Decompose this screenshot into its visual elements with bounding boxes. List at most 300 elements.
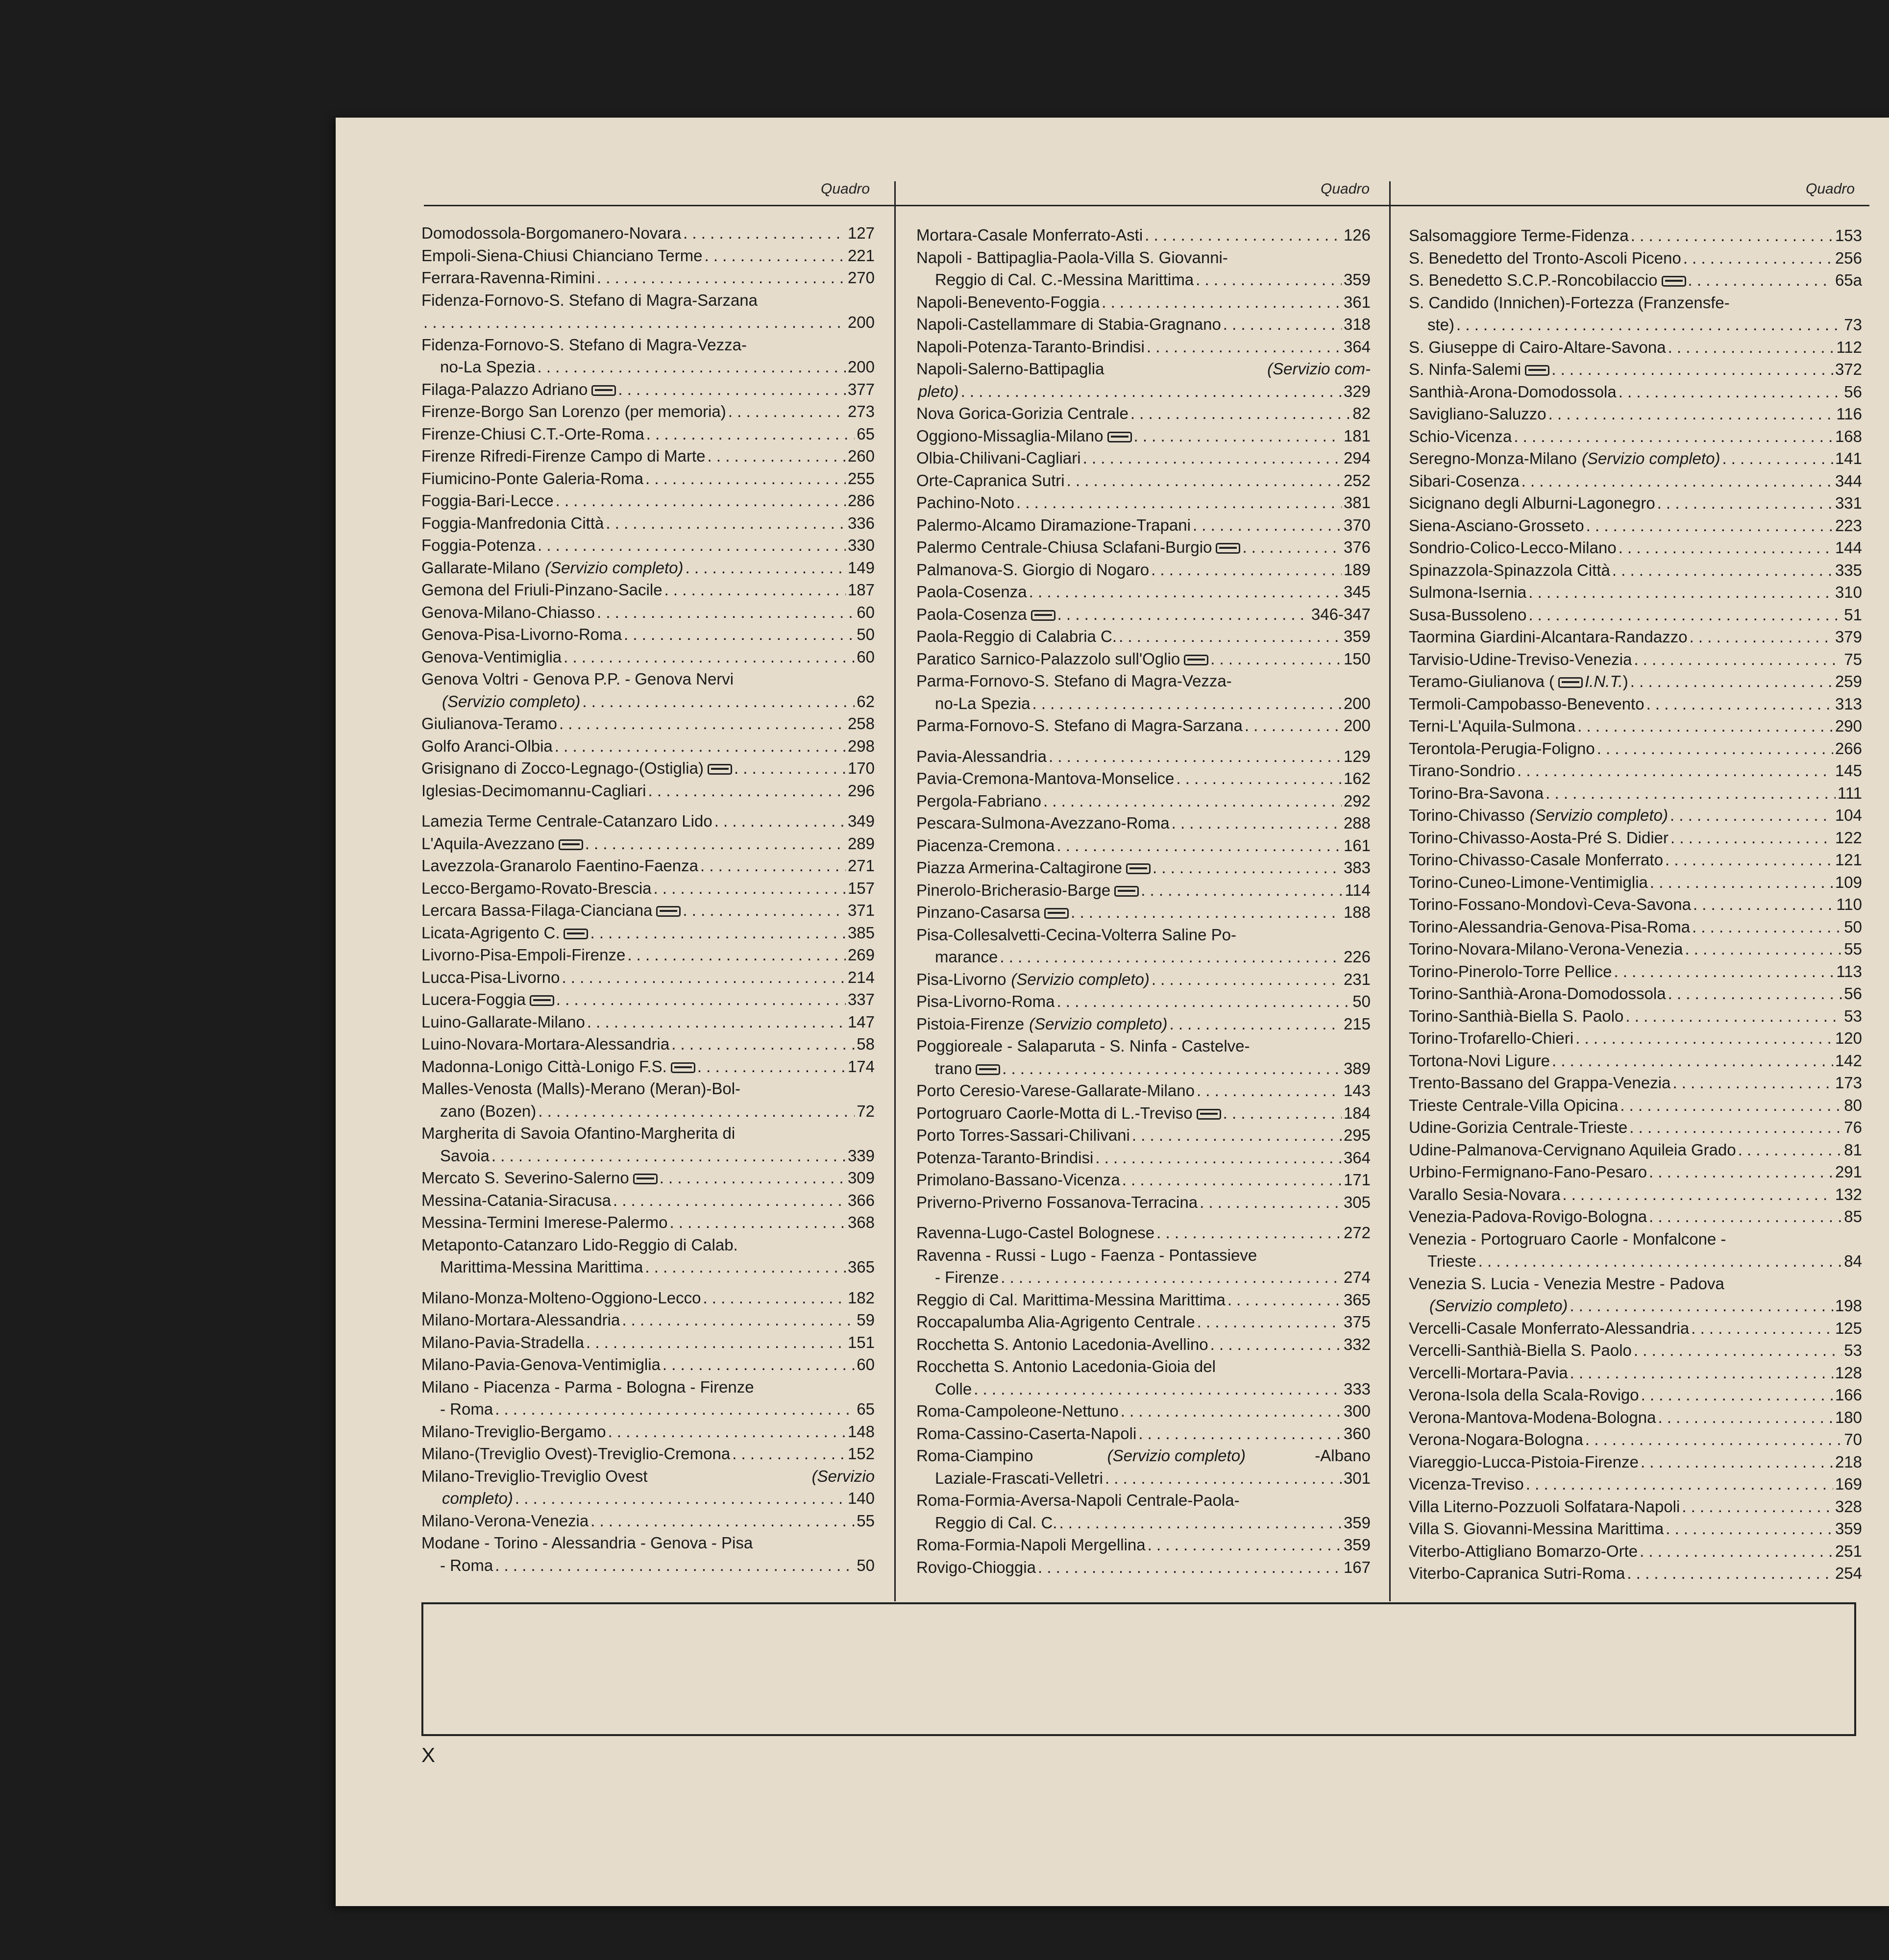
quadro-number: 150 — [1343, 649, 1371, 668]
leader-dots — [618, 378, 846, 401]
route-text: Vicenza-Treviso — [1409, 1475, 1524, 1493]
index-entry — [1409, 1406, 1862, 1429]
route-text: - Roma — [440, 1556, 493, 1574]
service-note: (Servizio — [811, 1467, 875, 1485]
route-text: Pisa-Livorno — [916, 970, 1006, 988]
route-name — [1409, 670, 1628, 693]
quadro-number: 198 — [1835, 1297, 1862, 1315]
route-name — [935, 1378, 972, 1400]
index-entry — [1409, 470, 1862, 492]
route-name — [1409, 782, 1544, 805]
quadro-number: 364 — [1343, 337, 1371, 356]
quadro-number: 171 — [1343, 1171, 1371, 1189]
route-text: Torino-Chivasso-Casale Monferrato — [1409, 851, 1664, 869]
route-name — [916, 581, 1027, 603]
quadro-number: 359 — [1835, 1519, 1862, 1538]
route-text: Vercelli-Santhià-Biella S. Paolo — [1409, 1341, 1632, 1359]
route-text: marance — [935, 948, 998, 966]
index-entry — [421, 534, 875, 557]
route-tail: -Albano — [1315, 1446, 1371, 1465]
route-name — [421, 623, 622, 646]
route-text: Lavezzola-Granarolo Faentino-Faenza — [421, 857, 698, 875]
route-text: Metaponto-Catanzaro Lido-Reggio di Calab. — [421, 1235, 738, 1254]
leader-dots — [624, 623, 855, 646]
index-entry — [916, 1445, 1371, 1467]
index-entry — [421, 668, 875, 690]
route-name — [916, 1534, 1146, 1556]
route-name — [916, 1102, 1221, 1125]
index-entry — [916, 358, 1371, 380]
quadro-number: 361 — [1343, 293, 1371, 311]
service-note: pleto) — [918, 382, 959, 400]
route-text: Venezia S. Lucia - Venezia Mestre - Padova — [1409, 1274, 1724, 1293]
index-entry — [421, 966, 875, 989]
quadro-number: 376 — [1343, 538, 1371, 556]
index-entry — [421, 1189, 875, 1212]
index-entry — [916, 714, 1371, 737]
leader-dots — [1597, 737, 1833, 760]
index-entry — [916, 336, 1371, 358]
quadro-number: 82 — [1352, 404, 1371, 422]
quadro-number: 129 — [1343, 747, 1371, 765]
route-text: Roma-Ciampino — [916, 1446, 1033, 1465]
quadro-number: 252 — [1343, 471, 1371, 490]
route-text: Seregno-Monza-Milano — [1409, 449, 1577, 467]
leader-dots — [1570, 1295, 1833, 1317]
route-name — [916, 1191, 1198, 1214]
bus-icon — [564, 929, 588, 939]
quadro-number: 75 — [1844, 650, 1862, 668]
route-name — [935, 1266, 999, 1289]
quadro-number: 333 — [1343, 1379, 1371, 1398]
route-name — [1427, 314, 1454, 336]
index-entry — [916, 1035, 1371, 1057]
route-text: Torino-Alessandria-Genova-Pisa-Roma — [1409, 917, 1691, 936]
quadro-number: 300 — [1343, 1402, 1371, 1420]
route-name — [916, 514, 1191, 537]
quadro-number: 330 — [847, 536, 875, 554]
route-text: Mortara-Casale Monferrato-Asti — [916, 226, 1143, 244]
route-name — [1409, 470, 1520, 492]
index-entry — [916, 625, 1371, 648]
index-entry — [916, 1534, 1371, 1556]
leader-dots — [1640, 1540, 1833, 1563]
route-name — [421, 877, 652, 900]
quadro-number: 157 — [847, 879, 875, 897]
route-text: Urbino-Fermignano-Fano-Pesaro — [1409, 1163, 1647, 1181]
bus-icon — [559, 839, 583, 850]
leader-dots — [1646, 693, 1833, 715]
leader-dots — [1002, 1057, 1342, 1080]
route-text: Lercara Bassa-Filaga-Cianciana — [421, 901, 653, 919]
index-entry — [1409, 1317, 1862, 1340]
quadro-number: 360 — [1343, 1424, 1371, 1443]
route-text: Torino-Bra-Savona — [1409, 784, 1544, 802]
quadro-number: 271 — [847, 857, 875, 875]
quadro-number: 72 — [857, 1102, 875, 1120]
route-name — [1409, 1540, 1638, 1563]
route-name — [1409, 1384, 1639, 1406]
leader-dots — [974, 1378, 1342, 1400]
route-name — [916, 603, 1055, 626]
quadro-number: 173 — [1835, 1074, 1862, 1092]
route-name — [916, 1169, 1120, 1191]
bus-icon — [1184, 655, 1208, 665]
route-name — [1409, 1317, 1689, 1340]
route-text: Grisignano di Zocco-Legnago-(Ostiglia) — [421, 759, 704, 777]
route-name — [916, 670, 1371, 692]
index-entry — [1409, 1339, 1862, 1362]
leader-dots — [1641, 1451, 1833, 1473]
leader-dots — [1570, 1362, 1833, 1384]
route-text: Sibari-Cosenza — [1409, 471, 1520, 490]
quadro-number: 189 — [1343, 560, 1371, 579]
index-entry — [440, 356, 875, 378]
leader-dots — [1688, 269, 1833, 292]
quadro-number: 274 — [1343, 1268, 1371, 1286]
route-name — [421, 490, 554, 512]
route-name — [916, 714, 1243, 737]
route-text: L'Aquila-Avezzano — [421, 834, 555, 853]
route-text: Luino-Novara-Mortara-Alessandria — [421, 1035, 670, 1053]
route-name — [916, 380, 959, 403]
index-entry — [421, 810, 875, 833]
leader-dots — [491, 1145, 846, 1167]
route-name — [916, 224, 1143, 246]
quadro-number: 255 — [847, 469, 875, 488]
quadro-number: 151 — [847, 1333, 875, 1351]
route-text: Palermo-Alcamo Diramazione-Trapani — [916, 515, 1191, 534]
leader-dots — [495, 1398, 855, 1421]
index-entry — [1409, 849, 1862, 871]
route-name — [421, 922, 588, 944]
index-entry — [916, 246, 1371, 269]
route-name — [421, 557, 684, 579]
route-text: Torino-Santhià-Arona-Domodossola — [1409, 984, 1666, 1003]
index-entry — [421, 579, 875, 601]
route-text: Ferrara-Ravenna-Rimini — [421, 269, 595, 287]
route-text: Verona-Mantova-Modena-Bologna — [1409, 1408, 1656, 1426]
index-entry — [916, 581, 1371, 603]
quadro-number: 56 — [1844, 382, 1862, 401]
route-text: Pachino-Noto — [916, 493, 1014, 512]
leader-dots — [1095, 1147, 1342, 1169]
quadro-number: 290 — [1835, 717, 1862, 735]
index-entry — [1409, 247, 1862, 270]
quadro-number: 292 — [1343, 791, 1371, 810]
route-text: Roma-Cassino-Caserta-Napoli — [916, 1424, 1137, 1443]
route-text: Oggiono-Missaglia-Milano — [916, 426, 1104, 445]
route-name — [421, 1167, 658, 1189]
index-entry — [916, 1222, 1371, 1244]
index-entry — [440, 1487, 875, 1510]
index-entry — [1409, 1116, 1862, 1139]
route-name — [1409, 1473, 1524, 1495]
route-text: no-La Spezia — [935, 694, 1030, 712]
route-name — [421, 757, 732, 780]
index-entry — [421, 289, 875, 312]
route-text: Milano-Pavia-Stradella — [421, 1333, 584, 1351]
route-name — [1409, 292, 1862, 314]
index-entry — [1409, 1518, 1862, 1540]
route-name — [1409, 1183, 1560, 1206]
quadro-number: 328 — [1835, 1497, 1862, 1516]
index-entry — [1409, 782, 1862, 805]
leader-dots — [1528, 581, 1833, 604]
route-text: Udine-Gorizia Centrale-Trieste — [1409, 1118, 1628, 1136]
index-entry — [916, 670, 1371, 692]
route-text: Schio-Vicenza — [1409, 427, 1512, 445]
route-name — [421, 646, 562, 668]
index-entry — [421, 445, 875, 467]
quadro-number: 337 — [847, 990, 875, 1008]
quadro-number: 364 — [1343, 1148, 1371, 1167]
index-entry — [1409, 403, 1862, 425]
leader-dots — [1122, 1169, 1342, 1191]
route-name — [916, 1124, 1130, 1147]
route-text: Parma-Fornovo-S. Stefano di Magra-Vezza- — [916, 672, 1232, 690]
leader-dots — [1197, 1311, 1342, 1333]
index-entry — [421, 1353, 875, 1376]
index-entry — [421, 311, 875, 334]
leader-dots — [654, 877, 846, 900]
quadro-number: 126 — [1343, 226, 1371, 244]
route-name — [1409, 224, 1629, 247]
route-name — [421, 1234, 875, 1256]
route-name — [916, 924, 1371, 946]
blank-notes-box — [421, 1602, 1856, 1736]
route-text: trano — [935, 1059, 972, 1078]
index-entry — [916, 313, 1371, 336]
route-name — [1409, 760, 1515, 782]
quadro-number: 318 — [1343, 315, 1371, 333]
route-text: Santhià-Arona-Domodossola — [1409, 382, 1617, 401]
route-name — [1409, 1116, 1627, 1139]
route-text: Napoli-Salerno-Battipaglia — [916, 360, 1104, 378]
route-text: Napoli-Castellammare di Stabia-Gragnano — [916, 315, 1221, 333]
route-text: Roma-Campoleone-Nettuno — [916, 1402, 1119, 1420]
leader-dots — [646, 423, 855, 445]
leader-dots — [1631, 224, 1833, 247]
route-text: Spinazzola-Spinazzola Città — [1409, 561, 1610, 579]
index-entry — [1409, 581, 1862, 604]
quadro-number: 365 — [847, 1258, 875, 1276]
route-text: Torino-Cuneo-Limone-Ventimiglia — [1409, 873, 1648, 891]
route-name — [1409, 403, 1546, 425]
leader-dots — [1627, 1562, 1833, 1585]
route-name — [1409, 336, 1666, 359]
route-text: Fiumicino-Ponte Galeria-Roma — [421, 469, 643, 488]
route-text: Portogruaro Caorle-Motta di L.-Treviso — [916, 1103, 1193, 1122]
route-name — [916, 536, 1240, 559]
quadro-number: 184 — [1343, 1103, 1371, 1122]
leader-dots — [708, 445, 846, 467]
quadro-number: 128 — [1835, 1363, 1862, 1382]
route-name — [421, 445, 706, 467]
index-entry — [421, 855, 875, 877]
quadro-number: 254 — [1835, 1564, 1862, 1582]
index-entry — [935, 1378, 1371, 1400]
quadro-number: 145 — [1835, 761, 1862, 780]
route-text: Viterbo-Capranica Sutri-Roma — [1409, 1564, 1625, 1582]
bus-icon — [671, 1062, 695, 1073]
leader-dots — [1517, 760, 1833, 782]
route-name — [421, 1055, 695, 1078]
quadro-number: 110 — [1836, 895, 1862, 913]
route-text: Piacenza-Cremona — [916, 836, 1055, 855]
leader-dots — [1672, 1072, 1833, 1094]
quadro-number: 329 — [1343, 382, 1371, 400]
index-entry — [1409, 1139, 1862, 1161]
bus-icon — [976, 1064, 1000, 1075]
route-name — [1409, 715, 1575, 737]
route-text: Palermo Centrale-Chiusa Sclafani-Burgio — [916, 538, 1212, 556]
route-text: Paola-Reggio di Calabria C. — [916, 627, 1117, 645]
bus-icon — [1031, 610, 1055, 621]
route-name — [935, 269, 1194, 291]
quadro-number: 256 — [1835, 248, 1862, 267]
route-name — [1409, 893, 1691, 916]
route-text: Priverno-Priverno Fossanova-Terracina — [916, 1193, 1198, 1211]
index-entry — [935, 1467, 1371, 1490]
index-entry — [421, 646, 875, 668]
index-entry — [421, 423, 875, 445]
index-entry — [421, 245, 875, 267]
quadro-number: 359 — [1343, 270, 1371, 289]
leader-dots — [597, 267, 846, 289]
route-name — [421, 222, 681, 245]
leader-dots — [1032, 692, 1341, 715]
quadro-number: 346-347 — [1311, 605, 1371, 623]
quadro-number: 331 — [1835, 494, 1862, 512]
route-text: Milano-(Treviglio Ovest)-Treviglio-Cremona — [421, 1445, 731, 1463]
service-note: (Servizio completo) — [1429, 1297, 1568, 1315]
service-note: (Servizio completo) — [1029, 1014, 1168, 1033]
leader-dots — [1176, 767, 1342, 790]
route-name — [916, 745, 1047, 768]
route-name — [421, 1078, 875, 1100]
index-entry — [421, 899, 875, 922]
index-entry — [440, 690, 875, 713]
index-entry — [421, 623, 875, 646]
leader-dots — [627, 944, 846, 966]
quadro-number: 50 — [1352, 992, 1371, 1010]
route-text: Pavia-Cremona-Mantova-Monselice — [916, 769, 1175, 787]
index-entry — [1409, 760, 1862, 782]
quadro-number: 180 — [1835, 1408, 1862, 1426]
index-entry — [440, 1554, 875, 1577]
index-entry — [1409, 737, 1862, 760]
leader-dots — [664, 579, 846, 601]
route-text: Teramo-Giulianova ( — [1409, 672, 1555, 690]
quadro-number: 144 — [1835, 539, 1862, 557]
route-name — [916, 901, 1069, 924]
route-text: Tirano-Sondrio — [1409, 761, 1516, 780]
index-entry — [421, 490, 875, 512]
index-entry — [1409, 514, 1862, 537]
route-text: Genova Voltri - Genova P.P. - Genova Nervi — [421, 670, 734, 688]
route-text: Modane - Torino - Alessandria - Genova - Pisa — [421, 1534, 753, 1552]
route-name — [916, 1400, 1119, 1422]
quadro-number: 214 — [847, 968, 875, 986]
leader-dots — [1147, 336, 1342, 358]
leader-dots — [1210, 1333, 1342, 1356]
index-entry — [1409, 381, 1862, 403]
route-name — [440, 690, 580, 713]
quadro-number: 270 — [847, 269, 875, 287]
route-name — [916, 1445, 1371, 1467]
route-text: Milano-Monza-Molteno-Oggiono-Lecco — [421, 1288, 701, 1307]
leader-dots — [423, 311, 846, 334]
quadro-number: 70 — [1844, 1430, 1862, 1448]
index-entry — [421, 512, 875, 535]
leader-dots — [1650, 871, 1833, 894]
leader-dots — [1521, 470, 1833, 492]
bus-icon — [530, 995, 554, 1006]
index-entry — [421, 1532, 875, 1554]
route-name — [1409, 447, 1720, 470]
index-entry — [1409, 804, 1862, 827]
route-name — [421, 810, 712, 833]
quadro-number: 85 — [1844, 1207, 1862, 1225]
leader-dots — [1138, 1422, 1342, 1445]
quadro-number: 313 — [1835, 694, 1862, 713]
leader-dots — [734, 757, 846, 780]
route-name — [421, 1189, 611, 1212]
route-name — [916, 358, 1371, 380]
quadro-number: 60 — [857, 603, 875, 621]
leader-dots — [1196, 269, 1342, 291]
route-name — [421, 1465, 875, 1488]
route-text: S. Ninfa-Salemi — [1409, 360, 1521, 378]
index-entry — [421, 1167, 875, 1189]
leader-dots — [1105, 1467, 1342, 1490]
route-name — [421, 944, 625, 966]
service-note: (Servizio completo) — [1529, 806, 1668, 824]
index-entry — [916, 648, 1371, 670]
leader-dots — [732, 1443, 846, 1465]
quadro-number: 162 — [1343, 769, 1371, 787]
route-text: Trieste — [1427, 1252, 1476, 1270]
route-name — [440, 1554, 493, 1577]
quadro-number: 53 — [1844, 1341, 1862, 1359]
bus-icon — [1107, 432, 1132, 442]
quadro-header-col1: Quadro — [821, 181, 870, 197]
leader-dots — [1156, 1222, 1342, 1244]
leader-dots — [1738, 1139, 1842, 1161]
quadro-number: 359 — [1343, 1513, 1371, 1532]
route-name — [916, 1422, 1136, 1445]
quadro-number: 336 — [847, 514, 875, 532]
index-entry — [916, 1289, 1371, 1311]
quadro-number: 80 — [1844, 1096, 1862, 1114]
route-name — [421, 1211, 667, 1234]
route-text: Sondrio-Colico-Lecco-Milano — [1409, 539, 1617, 557]
route-name — [1409, 269, 1686, 292]
route-text: Paola-Cosenza — [916, 605, 1027, 623]
quadro-header-col3: Quadro — [1806, 181, 1855, 197]
leader-dots — [1200, 1191, 1342, 1214]
route-text: Napoli-Benevento-Foggia — [916, 293, 1100, 311]
route-text: Nova Gorica-Gorizia Centrale — [916, 404, 1128, 422]
quadro-number: 273 — [847, 402, 875, 420]
quadro-number: 113 — [1836, 962, 1862, 980]
route-name — [1409, 537, 1617, 559]
index-entry — [421, 1287, 875, 1309]
service-note: I.N.T. — [1585, 672, 1623, 690]
leader-dots — [1141, 879, 1343, 902]
quadro-number: 168 — [1835, 427, 1862, 445]
